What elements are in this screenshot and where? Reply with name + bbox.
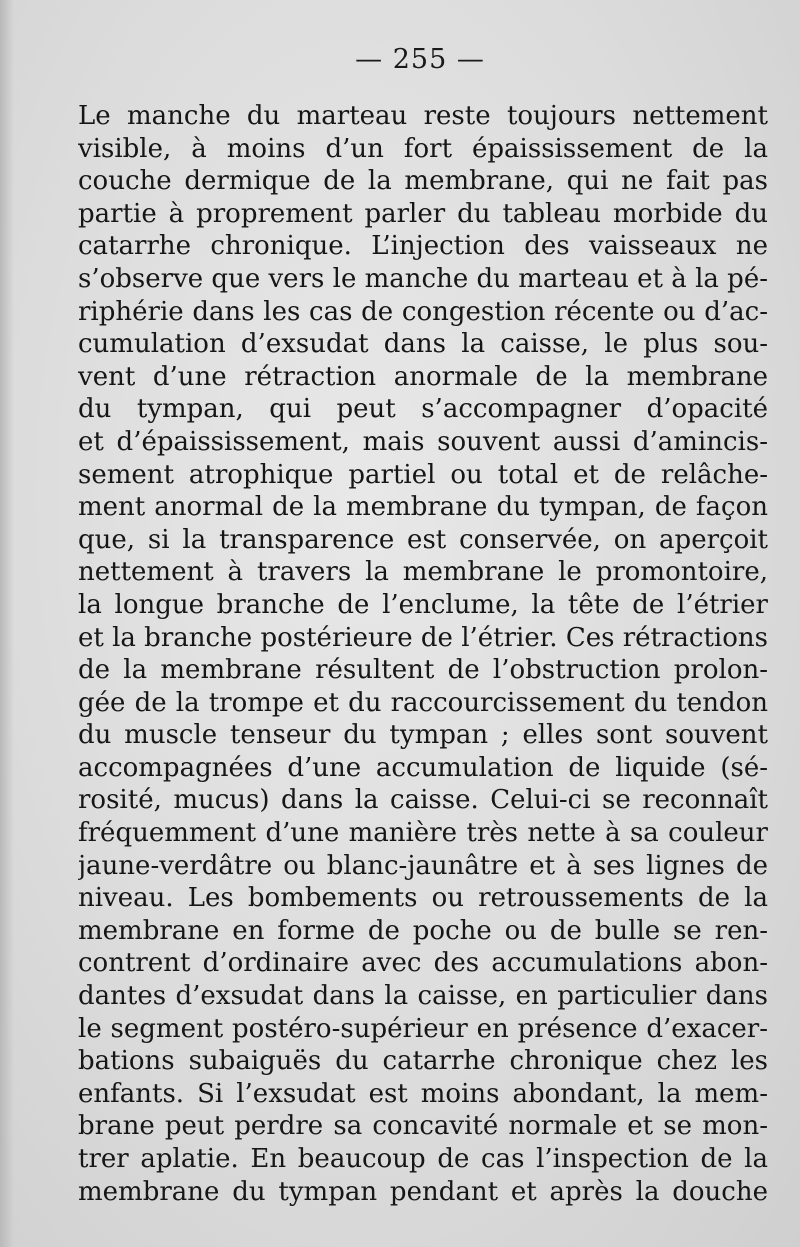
text-line: couche dermique de la membrane, qui ne fait pas [78, 166, 768, 197]
page-number: — 255 — [355, 44, 485, 75]
text-line: de la membrane résultent de l’obstruction prolon- [78, 655, 768, 686]
text-line: sement atrophique partiel ou total et de relâche- [78, 459, 768, 490]
text-line: niveau. Les bombements ou retroussements de la [78, 883, 768, 914]
text-line: catarrhe chronique. L’injection des vaisseaux ne [78, 231, 768, 262]
text-line: ment anormal de la membrane du tympan, de façon [78, 492, 768, 523]
text-line: Le manche du marteau reste toujours nettement [78, 101, 768, 131]
text-line: et la branche postérieure de l’étrier. Ces rétractions [78, 622, 768, 653]
body-paragraph [78, 100, 768, 1208]
text-line: bations subaiguës du catarrhe chronique chez les [78, 1046, 768, 1077]
text-line: jaune-verdâtre ou blanc-jaunâtre et à ses lignes de [78, 850, 768, 881]
text-line: le segment postéro-supérieur en présence d’exacer- [78, 1013, 768, 1044]
text-line: vent d’une rétraction anormale de la membrane [78, 361, 768, 392]
text-line: s’observe que vers le manche du marteau et à la pé- [78, 263, 768, 294]
text-line: que, si la transparence est conservée, on aperçoit [78, 524, 768, 555]
page-edge-shadow [0, 0, 14, 1247]
text-line: contrent d’ordinaire avec des accumulations abon- [78, 948, 768, 979]
text-line: du muscle tenseur du tympan ; elles sont souvent [78, 720, 768, 751]
text-line: enfants. Si l’exsudat est moins abondant, la mem- [78, 1078, 768, 1109]
text-line: membrane en forme de poche ou de bulle se ren- [78, 915, 768, 946]
text-line: brane peut perdre sa concavité normale et se mon- [78, 1111, 768, 1142]
text-line: et d’épaississement, mais souvent aussi d’amincis- [78, 426, 768, 457]
text-line: cumulation d’exsudat dans la caisse, le plus sou- [78, 329, 768, 360]
text-line: membrane du tympan pendant et après la douche [78, 1176, 768, 1207]
text-line: trer aplatie. En beaucoup de cas l’inspection de la [78, 1144, 768, 1174]
text-line: visible, à moins d’un fort épaississement de la [78, 133, 768, 164]
text-line: nettement à travers la membrane le promontoire, [78, 557, 768, 588]
text-line: fréquemment d’une manière très nette à sa couleur [78, 818, 768, 849]
text-line: rosité, mucus) dans la caisse. Celui-ci se reconnaît [78, 785, 768, 816]
text-line: accompagnées d’une accumulation de liquide (sé- [78, 752, 768, 783]
text-line: partie à proprement parler du tableau morbide du [78, 198, 768, 229]
text-line: la longue branche de l’enclume, la tête de l’étrier [78, 589, 768, 620]
text-line: du tympan, qui peut s’accompagner d’opacité [78, 394, 768, 425]
text-line: dantes d’exsudat dans la caisse, en particulier dans [78, 981, 768, 1012]
text-line: gée de la trompe et du raccourcissement du tendon [78, 687, 768, 718]
text-line: riphérie dans les cas de congestion récente ou d’ac- [78, 296, 768, 327]
